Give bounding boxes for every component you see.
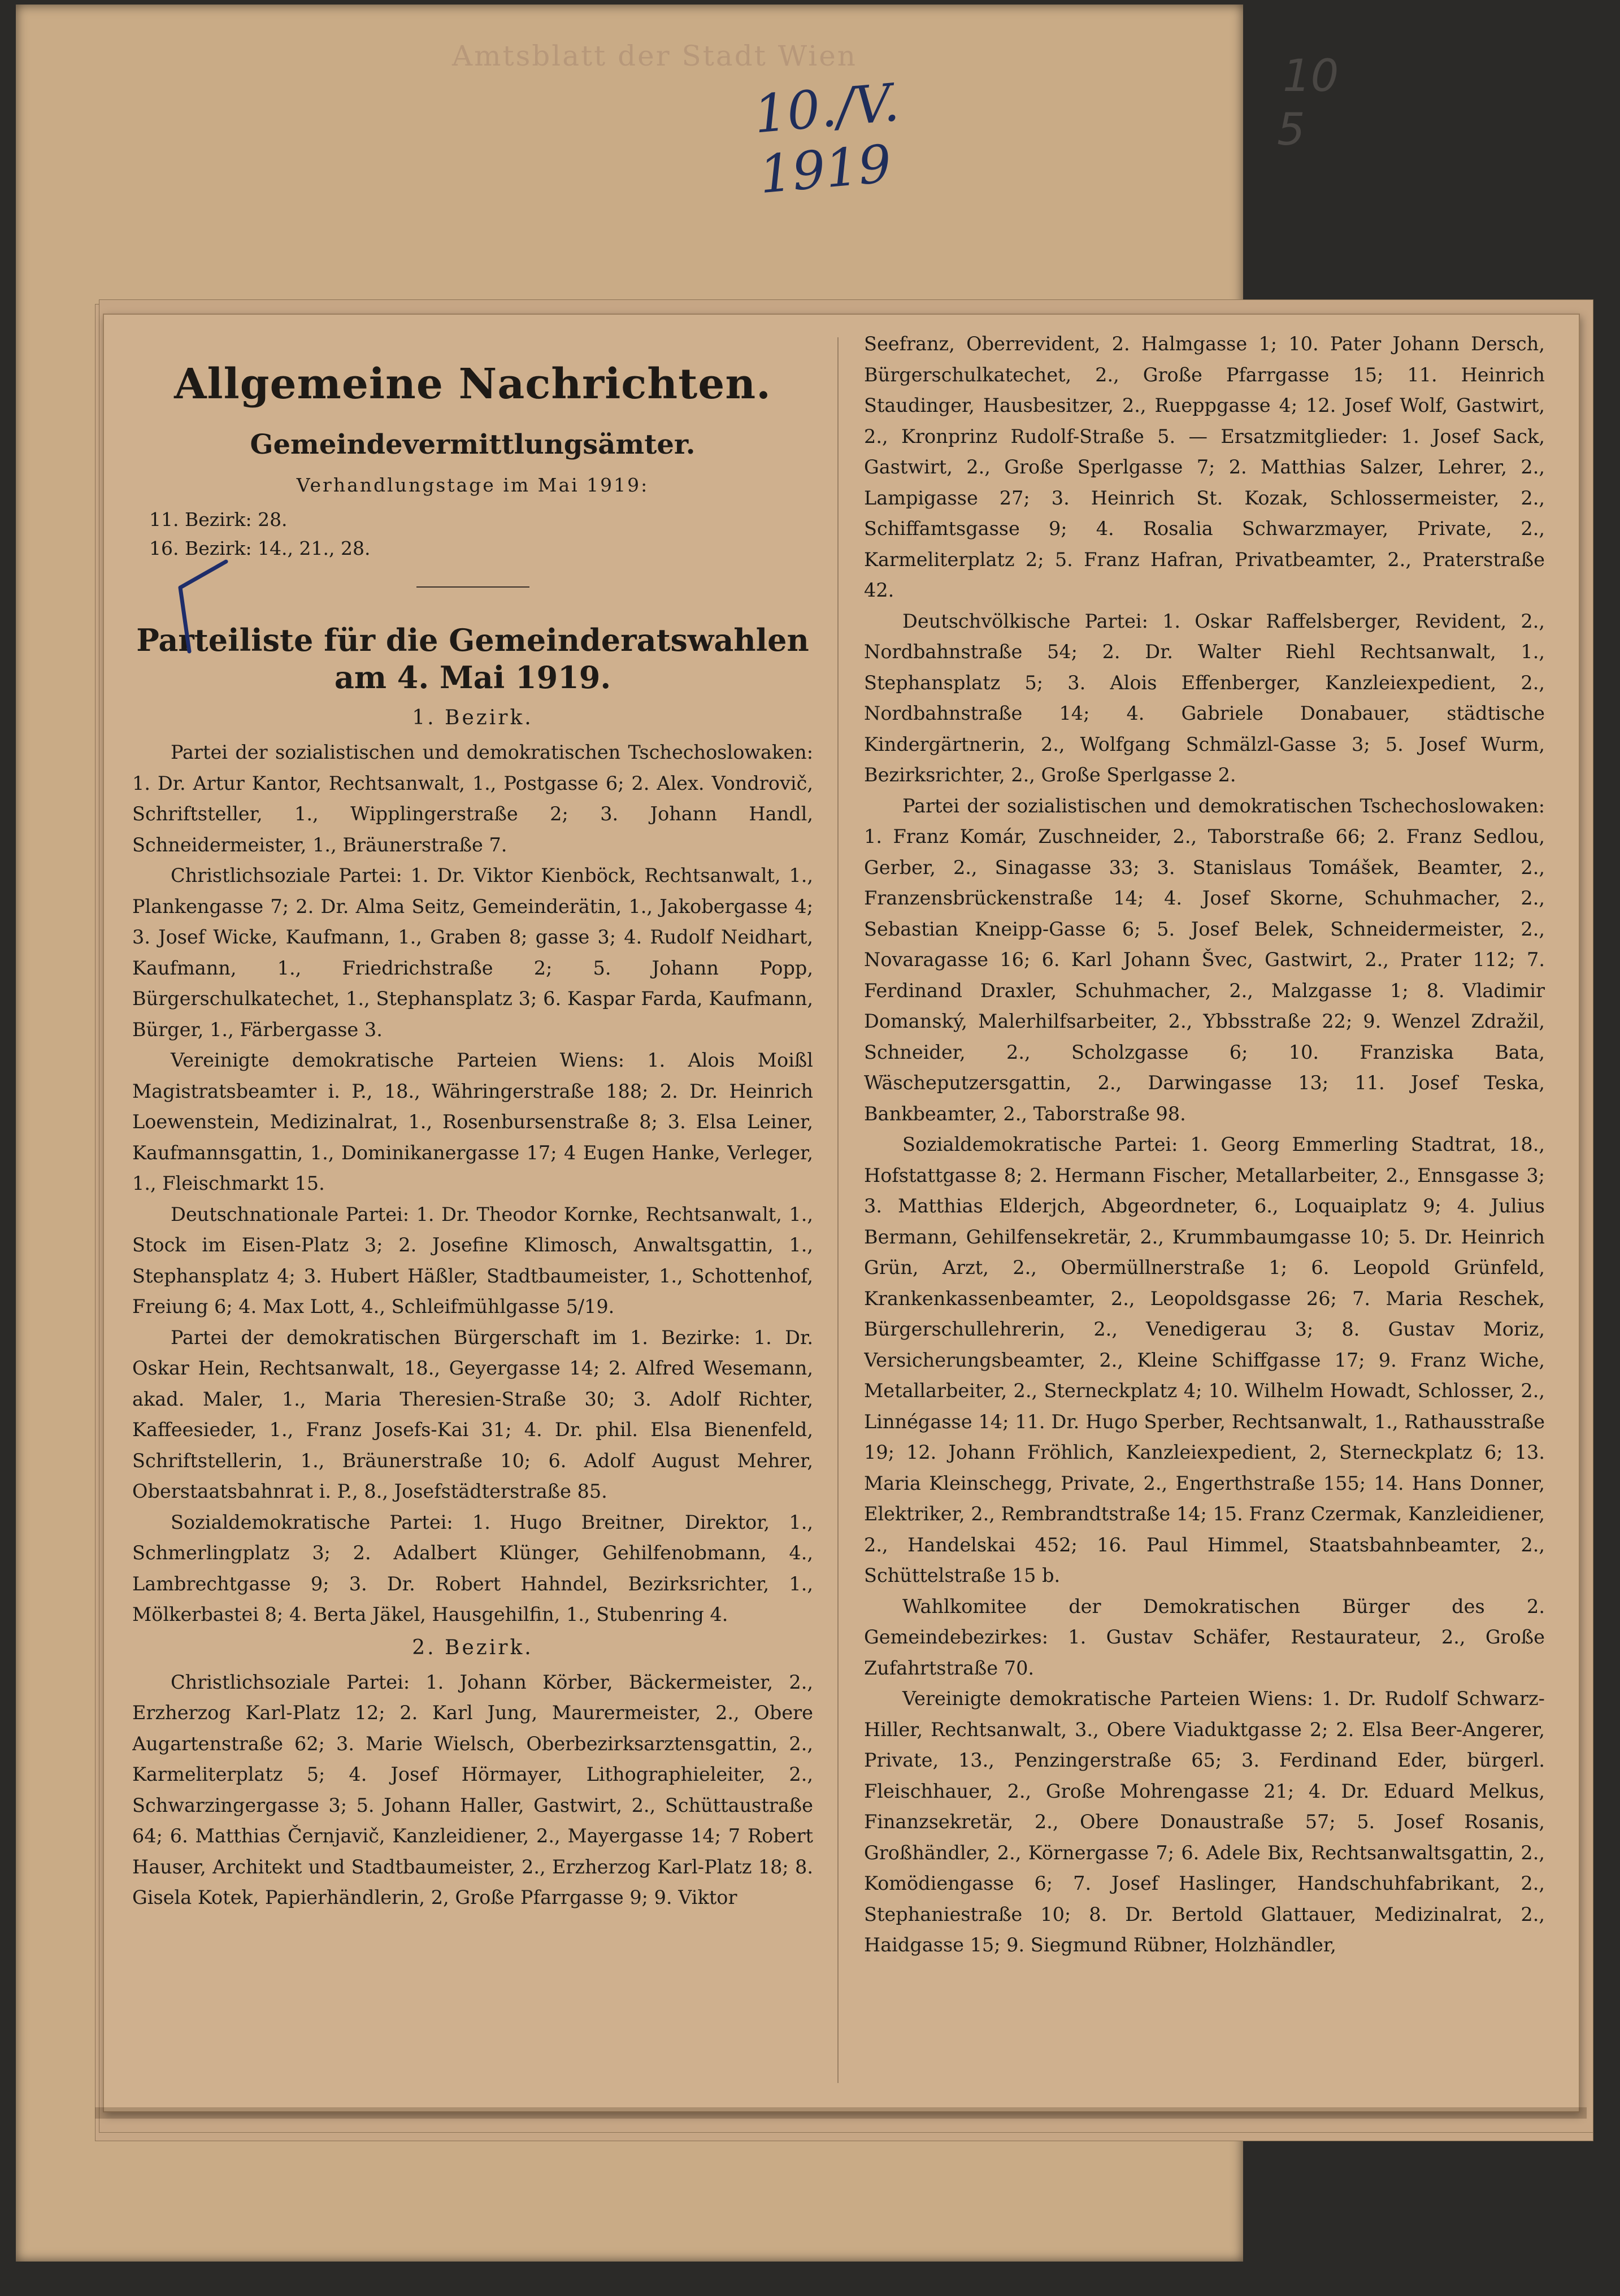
archive-stamp: Amtsblatt der Stadt Wien bbox=[452, 40, 857, 72]
right-column bbox=[864, 329, 1545, 2069]
subsection-title: Gemeindevermittlungsämter. bbox=[250, 429, 696, 460]
district-heading: 2. Bezirk. bbox=[412, 1636, 533, 1659]
sessions-heading: Verhandlungstage im Mai 1919: bbox=[296, 474, 649, 496]
clipping-shadow bbox=[95, 2107, 1587, 2119]
party-block: Vereinigte demokratische Parteien Wiens: 1. Alois Moißl Magistratsbeamter i. P., 18., Währingerstraße 188; 2. Dr. Heinrich Loewenstein, Medizinalrat, 1., Rosenbursenstraße 8; 3. Elsa Leiner, Kaufmannsgattin, 1., Dominikanergasse 17; 4 Eugen Hanke, Verleger, 1., Fleischmarkt 15. bbox=[132, 1049, 813, 1194]
party-block: Christlichsoziale Partei: 1. Johann Körber, Bäckermeister, 2., Erzherzog Karl-Platz 12; 2. Karl Jung, Maurermeister, 2., Obere Augartenstraße 62; 3. Marie Wielsch, Oberbezirksarztensgattin, 2., Karmeliterplatz 5; 4. Josef Hörmayer, Lithographieleiter, 2., Schwarzingergasse 3; 5. Johann Haller, Gastwirt, 2., Schüttaustraße 64; 6. Matthias Černjavič, Kanzleidiener, 2., Mayergasse 14; 7 Robert Hauser, Architekt und Stadtbaumeister, 2., Erzherzog Karl-Platz 18; 8. Gisela Kotek, Papierhändlerin, 2, Große Pfarrgasse 9; 9. Viktor bbox=[132, 1671, 813, 1908]
newspaper-clipping bbox=[103, 314, 1580, 2112]
party-block: Partei der demokratischen Bürgerschaft im 1. Bezirke: 1. Dr. Oskar Hein, Rechtsanwalt, 18., Geyergasse 14; 2. Alfred Wesemann, akad. Maler, 1., Maria Theresien-Straße 30; 3. Adolf Richter, Kaffeesieder, 1., Franz Josefs-Kai 31; 4. Dr. phil. Elsa Bienenfeld, Schriftstellerin, 1., Bräunerstraße 10; 6. Adolf August Mehrer, Oberstaatsbahnrat i. P., 8., Josefstädterstraße 85. bbox=[132, 1326, 813, 1502]
session-day: 11. Bezirk: 28. bbox=[149, 508, 288, 530]
handwritten-date: 10./V. 1919 bbox=[752, 72, 902, 206]
party-block: Partei der sozialistischen und demokratischen Tschechoslowaken: 1. Franz Komár, Zuschneider, 2., Taborstraße 66; 2. Franz Sedlou, Gerber, 2., Sinagasse 33; 3. Stanislaus Tomášek, Beamter, 2., Franzensbrückenstraße 14; 4. Josef Skorne, Schuhmacher, 2., Sebastian Kneipp-Gasse 6; 5. Josef Belek, Schneidermeister, 2., Novaragasse 16; 6. Karl Johann Švec, Gastwirt, 2., Prater 112; 7. Ferdinand Draxler, Schuhmacher, 2., Malzgasse 1; 8. Vladimir Domanský, Malerhilfsarbeiter, 2., Ybbsstraße 22; 9. Wenzel Zdražil, Schneider, 2., Scholzgasse 6; 10. Franziska Bata, Wäscheputzersgattin, 2., Darwingasse 13; 11. Josef Teska, Bankbeamter, 2., Taborstraße 98. bbox=[864, 794, 1545, 1125]
pen-check-mark bbox=[172, 558, 234, 654]
party-block: Deutschnationale Partei: 1. Dr. Theodor Kornke, Rechtsanwalt, 1., Stock im Eisen-Platz 3; 2. Josefine Klimosch, Anwaltsgattin, 1., Stephansplatz 4; 3. Hubert Häßler, Stadtbaumeister, 1., Schottenhof, Freiung 6; 4. Max Lott, 4., Schleifmühlgasse 5/19. bbox=[132, 1203, 813, 1317]
district-heading: 1. Bezirk. bbox=[412, 706, 533, 729]
party-block: Seefranz, Oberrevident, 2. Halmgasse 1; 10. Pater Johann Dersch, Bürgerschulkatechet, 2., Große Pfarrgasse 15; 11. Heinrich Staudinger, Hausbesitzer, 2., Rueppgasse 4; 12. Josef Wolf, Gastwirt, 2., Kronprinz Rudolf-Straße 5. — Ersatzmitglieder: 1. Josef Sack, Gastwirt, 2., Große Sperlgasse 7; 2. Matthias Salzer, Lehrer, 2., Lampigasse 27; 3. Heinrich St. Kozak, Schlossermeister, 2., Schiffamtsgasse 9; 4. Rosalia Schwarzmayer, Private, 2., Karmeliterplatz 2; 5. Franz Hafran, Privatbeamter, 2., Praterstraße 42. bbox=[864, 333, 1545, 601]
corner-number-top: 10 bbox=[1283, 51, 1339, 102]
party-block: Sozialdemokratische Partei: 1. Hugo Breitner, Direktor, 1., Schmerlingplatz 3; 2. Adalbert Klünger, Gehilfenobmann, 4., Lambrechtgasse 9; 3. Dr. Robert Hahndel, Bezirksrichter, 1., Mölkerbastei 8; 4. Berta Jäkel, Hausgehilfin, 1., Stubenring 4. bbox=[132, 1511, 813, 1625]
column-rule bbox=[837, 337, 839, 2083]
divider bbox=[416, 586, 529, 588]
session-day: 16. Bezirk: 14., 21., 28. bbox=[149, 537, 371, 559]
party-block: Christlichsoziale Partei: 1. Dr. Viktor Kienböck, Rechtsanwalt, 1., Plankengasse 7; 2. Dr. Alma Seitz, Gemeinderätin, 1., Jakobergasse 4; 3. Josef Wicke, Kaufmann, 1., Graben 8; gasse 3; 4. Rudolf Neidhart, Kaufmann, 1., Friedrichstraße 2; 5. Johann Popp, Bürgerschulkatechet, 1., Stephansplatz 3; 6. Kaspar Farda, Kaufmann, Bürger, 1., Färbergasse 3. bbox=[132, 864, 813, 1041]
party-block: Partei der sozialistischen und demokratischen Tschechoslowaken: 1. Dr. Artur Kantor, Rechtsanwalt, 1., Postgasse 6; 2. Alex. Vondrovič, Schriftsteller, 1., Wipplingerstraße 2; 3. Johann Handl, Schneidermeister, 1., Bräunerstraße 7. bbox=[132, 741, 813, 856]
party-block: Sozialdemokratische Partei: 1. Georg Emmerling Stadtrat, 18., Hofstattgasse 8; 2. Hermann Fischer, Metallarbeiter, 2., Ennsgasse 3; 3. Matthias Elderjch, Abgeordneter, 6., Loquaiplatz 9; 4. Julius Bermann, Gehilfensekretär, 2., Krummbaumgasse 10; 5. Dr. Heinrich Grün, Arzt, 2., Obermüllnerstraße 1; 6. Leopold Grünfeld, Krankenkassenbeamter, 2., Leopoldsgasse 26; 7. Maria Reschek, Bürgerschullehrerin, 2., Venedigerau 3; 8. Gustav Moriz, Versicherungsbeamter, 2., Kleine Schiffgasse 17; 9. Franz Wiche, Metallarbeiter, 2., Sterneckplatz 4; 10. Wilhelm Howadt, Schlosser, 2., Linnégasse 14; 11. Dr. Hugo Sperber, Rechtsanwalt, 1., Rathausstraße 19; 12. Johann Fröhlich, Kanzleiexpedient, 2, Sterneckplatz 6; 13. Maria Kleinschegg, Private, 2., Engerthstraße 155; 14. Hans Donner, Elektriker, 2., Rembrandtstraße 14; 15. Franz Czermak, Kanzleidiener, 2., Handelskai 452; 16. Paul Himmel, Staatsbahnbeamter, 2., Schüttelstraße 15 b. bbox=[864, 1133, 1545, 1586]
section-title: Allgemeine Nachrichten. bbox=[174, 360, 771, 408]
corner-number-bottom: 5 bbox=[1277, 105, 1305, 155]
party-block: Vereinigte demokratische Parteien Wiens: 1. Dr. Rudolf Schwarz-Hiller, Rechtsanwalt, 3., Obere Viaduktgasse 2; 2. Elsa Beer-Angerer, Private, 13., Penzingerstraße 65; 3. Ferdinand Eder, bürgerl. Fleischhauer, 2., Große Mohrengasse 21; 4. Dr. Eduard Melkus, Finanzsekretär, 2., Obere Donaustraße 57; 5. Josef Rosanis, Großhändler, 2., Körnergasse 7; 6. Adele Bix, Rechtsanwaltsgattin, 2., Komödiengasse 6; 7. Josef Haslinger, Handschuhfabrikant, 2., Stephaniestraße 10; 8. Dr. Bertold Glattauer, Medizinalrat, 2., Haidgasse 15; 9. Siegmund Rübner, Holzhändler, bbox=[864, 1688, 1545, 1956]
party-block: Deutschvölkische Partei: 1. Oskar Raffelsberger, Revident, 2., Nordbahnstraße 54; 2. Dr. Walter Riehl Rechtsanwalt, 1., Stephansplatz 5; 3. Alois Effenberger, Kanzleiexpedient, 2., Nordbahnstraße 14; 4. Gabriele Donabauer, städtische Kindergärtnerin, 2., Wolfgang Schmälzl-Gasse 3; 5. Josef Wurm, Bezirksrichter, 2., Große Sperlgasse 2. bbox=[864, 610, 1545, 786]
list-title: Parteiliste für die Gemeinderatswahlen am 4. Mai 1919. bbox=[136, 622, 809, 695]
party-block: Wahlkomitee der Demokratischen Bürger des 2. Gemeindebezirkes: 1. Gustav Schäfer, Restaurateur, 2., Große Zufahrtstraße 70. bbox=[864, 1595, 1545, 1679]
